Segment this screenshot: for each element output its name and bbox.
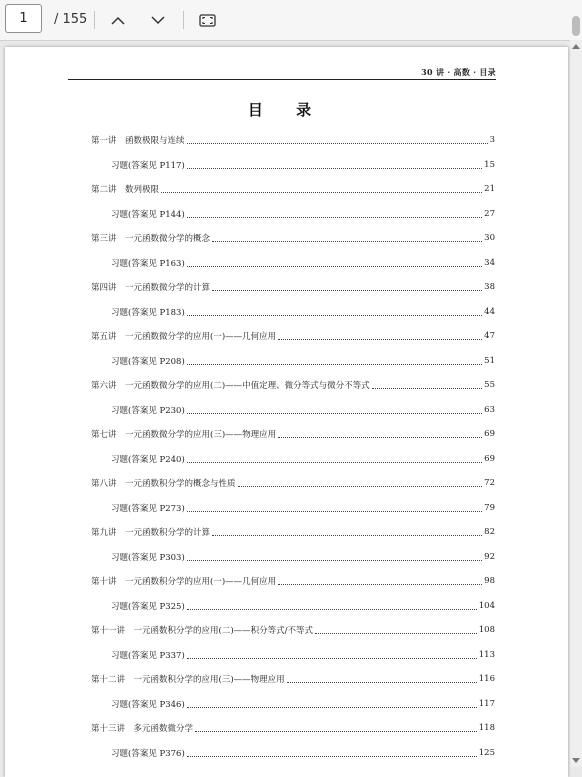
toc-entry-title: 第二讲 数列极限	[91, 185, 160, 196]
toc-page-number: 34	[484, 257, 495, 268]
toc-entry-title: 第八讲 一元函数积分学的概念与性质	[91, 479, 236, 490]
toc-entry-title: 第五讲 一元函数微分学的应用(一)——几何应用	[91, 332, 277, 343]
toc-entry-title: 第三讲 一元函数微分学的概念	[91, 234, 211, 245]
toc-entry-title: 习题(答案见 P183)	[111, 307, 185, 318]
toc-leader-dots	[187, 755, 477, 757]
toc-chapter-entry[interactable]	[91, 128, 495, 153]
toc-leader-dots	[187, 314, 482, 316]
toc-entry-title: 第四讲 一元函数微分学的计算	[91, 283, 211, 294]
toc-leader-dots	[187, 363, 482, 365]
page-total: / 155	[54, 12, 88, 27]
chevron-up-icon	[111, 16, 125, 25]
scrollbar-thumb[interactable]	[572, 16, 580, 36]
toc-exercise-entry[interactable]	[91, 545, 495, 570]
page-title: 目 录	[247, 101, 326, 119]
toc-page-number: 82	[484, 527, 495, 538]
toc-entry-title: 第六讲 一元函数微分学的应用(二)——中值定理、微分等式与微分不等式	[91, 381, 370, 392]
toc-exercise-entry[interactable]	[91, 692, 495, 717]
toc-page-number: 79	[484, 502, 495, 513]
toc-page-number: 44	[484, 306, 495, 317]
toc-page-number: 69	[484, 429, 495, 440]
toc-entry-title: 第十一讲 一元函数积分学的应用(二)——积分等式/不等式	[91, 626, 313, 637]
scroll-up-icon[interactable]	[572, 44, 580, 49]
toc-leader-dots	[187, 657, 477, 659]
fit-to-page-icon	[199, 14, 216, 27]
toc-entry-title: 习题(答案见 P273)	[111, 503, 185, 514]
toc-exercise-entry[interactable]	[91, 300, 495, 325]
toc-chapter-entry[interactable]	[91, 422, 495, 447]
toc-page-number: 27	[484, 208, 495, 219]
toc-exercise-entry[interactable]	[91, 496, 495, 521]
toc-leader-dots	[187, 265, 482, 267]
toc-leader-dots	[187, 706, 477, 708]
page-number-input[interactable]: 1	[5, 4, 42, 33]
toc-page-number: 15	[484, 159, 495, 170]
toc-entry-title: 第七讲 一元函数微分学的应用(三)——物理应用	[91, 430, 277, 441]
toc-leader-dots	[212, 240, 482, 242]
toc-entry-title: 习题(答案见 P230)	[111, 405, 185, 416]
scroll-down-icon[interactable]	[572, 758, 580, 763]
toc-chapter-entry[interactable]	[91, 275, 495, 300]
chevron-down-icon	[151, 16, 165, 25]
toc-leader-dots	[187, 608, 477, 610]
toc-page-number: 72	[484, 478, 495, 489]
toc-page-number: 118	[478, 723, 495, 734]
toc-entry-title: 习题(答案见 P337)	[111, 650, 185, 661]
toc-entry-title: 习题(答案见 P325)	[111, 601, 185, 612]
previous-page-button[interactable]	[105, 7, 131, 33]
toc-chapter-entry[interactable]	[91, 667, 495, 692]
toc-leader-dots	[187, 461, 482, 463]
toc-leader-dots	[187, 412, 482, 414]
header-rule	[68, 79, 496, 80]
toc-entry-title: 第九讲 一元函数积分学的计算	[91, 528, 211, 539]
document-page	[5, 47, 568, 777]
toc-leader-dots	[278, 583, 482, 585]
toc-leader-dots	[278, 436, 482, 438]
toc-page-number: 117	[478, 698, 495, 709]
toc-entry-title: 习题(答案见 P346)	[111, 699, 185, 710]
toc-page-number: 55	[484, 380, 495, 391]
toc-leader-dots	[187, 559, 482, 561]
toc-chapter-entry[interactable]	[91, 373, 495, 398]
toc-entry-title: 第十二讲 一元函数积分学的应用(三)——物理应用	[91, 675, 285, 686]
toc-leader-dots	[212, 289, 482, 291]
toc-list	[91, 128, 495, 765]
toc-entry-title: 第十三讲 多元函数微分学	[91, 724, 194, 735]
toc-exercise-entry[interactable]	[91, 398, 495, 423]
toc-entry-title: 第十讲 一元函数积分学的应用(一)——几何应用	[91, 577, 277, 588]
toc-leader-dots	[212, 534, 482, 536]
toc-leader-dots	[287, 681, 477, 683]
toc-leader-dots	[187, 142, 488, 144]
toc-chapter-entry[interactable]	[91, 716, 495, 741]
toc-entry-title: 习题(答案见 P117)	[111, 160, 185, 171]
toc-page-number: 69	[484, 453, 495, 464]
toc-page-number: 113	[478, 649, 495, 660]
running-head: 30 讲 · 高数 · 目录	[421, 67, 496, 77]
toc-leader-dots	[187, 216, 482, 218]
toc-chapter-entry[interactable]	[91, 324, 495, 349]
toc-leader-dots	[315, 632, 477, 634]
toc-exercise-entry[interactable]	[91, 447, 495, 472]
vertical-scrollbar[interactable]	[570, 40, 582, 767]
toc-page-number: 116	[478, 674, 495, 685]
toc-entry-title: 习题(答案见 P303)	[111, 552, 185, 563]
toc-chapter-entry[interactable]	[91, 471, 495, 496]
toc-leader-dots	[278, 338, 482, 340]
next-page-button[interactable]	[145, 7, 171, 33]
toc-exercise-entry[interactable]	[91, 251, 495, 276]
toc-exercise-entry[interactable]	[91, 741, 495, 766]
toc-chapter-entry[interactable]	[91, 177, 495, 202]
toc-entry-title: 习题(答案见 P376)	[111, 748, 185, 759]
toc-leader-dots	[161, 191, 482, 193]
toc-entry-title: 习题(答案见 P240)	[111, 454, 185, 465]
toc-entry-title: 习题(答案见 P208)	[111, 356, 185, 367]
toc-entry-title: 习题(答案见 P144)	[111, 209, 185, 220]
toc-page-number: 104	[478, 600, 495, 611]
fit-page-button[interactable]	[194, 7, 220, 33]
toc-leader-dots	[187, 167, 482, 169]
toc-leader-dots	[195, 730, 477, 732]
toolbar-separator	[183, 11, 184, 29]
toc-chapter-entry[interactable]	[91, 520, 495, 545]
toc-leader-dots	[187, 510, 482, 512]
toc-entry-title: 第一讲 函数极限与连续	[91, 136, 185, 147]
toc-page-number: 63	[484, 404, 495, 415]
toc-page-number: 30	[484, 233, 495, 244]
toc-exercise-entry[interactable]	[91, 202, 495, 227]
toc-page-number: 38	[484, 282, 495, 293]
toc-page-number: 108	[478, 625, 495, 636]
toc-exercise-entry[interactable]	[91, 643, 495, 668]
pdf-toolbar	[0, 0, 582, 41]
toc-page-number: 51	[484, 355, 495, 366]
toc-chapter-entry[interactable]	[91, 226, 495, 251]
toc-exercise-entry[interactable]	[91, 594, 495, 619]
toc-chapter-entry[interactable]	[91, 569, 495, 594]
toc-exercise-entry[interactable]	[91, 153, 495, 178]
toc-page-number: 125	[478, 747, 495, 758]
toc-page-number: 3	[489, 135, 495, 146]
toolbar-separator	[94, 11, 95, 29]
toc-entry-title: 习题(答案见 P163)	[111, 258, 185, 269]
toc-page-number: 47	[484, 331, 495, 342]
toc-page-number: 98	[484, 576, 495, 587]
toc-chapter-entry[interactable]	[91, 618, 495, 643]
toc-leader-dots	[238, 485, 483, 487]
toc-page-number: 92	[484, 551, 495, 562]
toc-leader-dots	[372, 387, 483, 389]
toc-exercise-entry[interactable]	[91, 349, 495, 374]
toc-page-number: 21	[484, 184, 495, 195]
